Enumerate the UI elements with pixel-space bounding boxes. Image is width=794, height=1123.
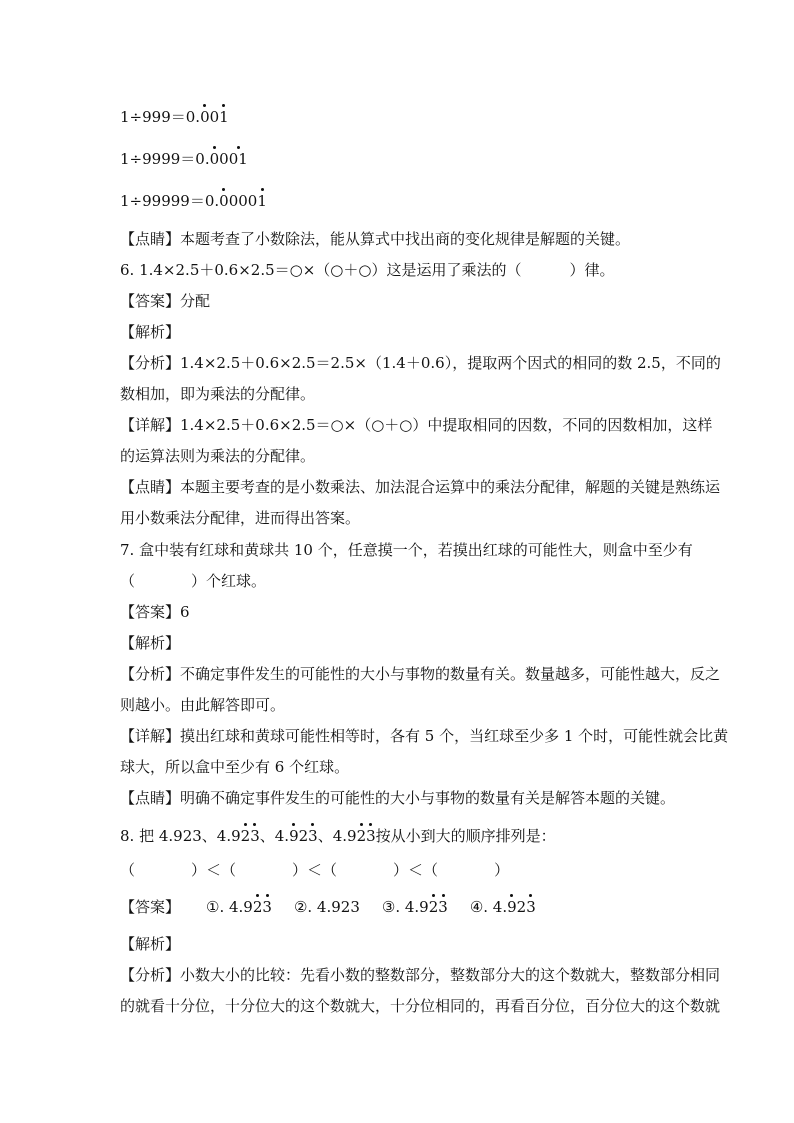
q6-jiexi: 【解析】 [120, 323, 181, 341]
repeating-digit: 2 [428, 898, 439, 916]
blank-paren: ）＜（ [393, 861, 439, 879]
question-text: 按从小到大的顺序排列是： [375, 827, 556, 845]
repeating-digit: 3 [308, 827, 318, 845]
answer-item: ④. 4. [469, 898, 508, 916]
q7-fenxi-1: 【分析】不确定事件发生的可能性的大小与事物的数量有关。数量越多，可能性越大，反之 [120, 665, 721, 683]
question-text: 6. 1.4×2.5＋0.6×2.5＝○×（○＋○）这是运用了乘法的（ [120, 261, 522, 279]
repeating-digit: 0 [209, 150, 220, 168]
q8-question [120, 826, 556, 846]
question-text: 、4.9 [317, 827, 357, 845]
q8-answer [120, 897, 536, 917]
repeating-digit: 3 [526, 898, 536, 916]
q7-xiangjie-2: 球大，所以盒中至少有 6 个红球。 [120, 758, 350, 776]
q8-jiexi: 【解析】 [120, 935, 181, 953]
repeating-digit: 0 [219, 192, 229, 210]
repeating-digit: 2 [356, 827, 367, 845]
formula-line-2 [120, 149, 248, 169]
question-text: 8. 把 4.923、4.9 [120, 827, 241, 845]
answer-item: 2 [516, 898, 527, 916]
repeating-digit: 9 [507, 898, 517, 916]
answer-item: ③. 4.9 [381, 898, 429, 916]
repeating-digit: 3 [366, 827, 376, 845]
blank-paren: ）＜（ [191, 861, 237, 879]
q7-fenxi-2: 则越小。由此解答即可。 [120, 696, 286, 714]
q7-answer: 【答案】6 [120, 603, 190, 621]
repeating-digit: 1 [219, 108, 229, 126]
q6-question [120, 260, 615, 280]
formula-text: 1÷999＝0. [120, 108, 201, 126]
formula-text: 1÷9999＝0. [120, 150, 210, 168]
blank-paren: ）＜（ [292, 861, 338, 879]
formula-text: 0 [219, 150, 229, 168]
q6-xiangjie-2: 的运算法则为乘法的分配律。 [120, 447, 316, 465]
q6-fenxi-2: 数相加，即为乘法的分配律。 [120, 385, 316, 403]
q7-jiexi: 【解析】 [120, 634, 181, 652]
repeating-digit: 01 [228, 150, 248, 168]
blank-paren: （ [120, 861, 136, 879]
q7-question-2 [120, 571, 266, 591]
q7-xiangjie-1: 【详解】摸出红球和黄球可能性相等时，各有 5 个，当红球至少多 1 个时，可能性就会比黄 [120, 727, 729, 745]
repeating-digit: 9 [289, 827, 299, 845]
question-text: 2 [298, 827, 309, 845]
repeating-digit: 2 [240, 827, 251, 845]
q8-fenxi-1: 【分析】小数大小的比较：先看小数的整数部分，整数部分大的这个数就大，整数部分相同 [120, 966, 721, 984]
repeating-digit: 3 [438, 898, 448, 916]
q6-answer: 【答案】分配 [120, 292, 211, 310]
q6-dianjing-1: 【点睛】本题主要考查的是小数乘法、加法混合运算中的乘法分配律，解题的关键是熟练运 [120, 478, 721, 496]
question-text: ）个红球。 [191, 572, 267, 590]
repeating-digit: 1 [257, 192, 267, 210]
answer-label: 【答案】 [120, 898, 181, 916]
q7-dianjing: 【点睛】明确不确定事件发生的可能性的大小与事物的数量有关是解答本题的关键。 [120, 789, 676, 807]
question-text: 、4. [259, 827, 290, 845]
repeating-digit: 2 [252, 898, 263, 916]
repeating-digit: 0 [200, 108, 210, 126]
formula-text: 0 [209, 108, 220, 126]
q6-dianjing-2: 用小数乘法分配律，进而得出答案。 [120, 509, 361, 527]
q7-question-1: 7. 盒中装有红球和黄球共 10 个，任意摸一个，若摸出红球的可能性大，则盒中至少有 [120, 541, 693, 559]
formula-line-3 [120, 191, 267, 211]
formula-text: 000 [228, 192, 258, 210]
formula-line-1 [120, 107, 229, 127]
q5-dianjing: 【点睛】本题考查了小数除法，能从算式中找出商的变化规律是解题的关键。 [120, 230, 631, 248]
answer-item: ②. 4.923 [293, 898, 360, 916]
answer-item: ①. 4.9 [206, 898, 253, 916]
question-text: （ [120, 572, 136, 590]
q8-fenxi-2: 的就看十分位，十分位大的这个数就大，十分位相同的，再看百分位，百分位大的这个数就 [120, 997, 721, 1015]
blank-paren: ） [494, 861, 510, 879]
repeating-digit: 3 [262, 898, 272, 916]
repeating-digit: 3 [250, 827, 260, 845]
formula-text: 1÷99999＝0. [120, 192, 220, 210]
q6-xiangjie-1: 【详解】1.4×2.5＋0.6×2.5＝○×（○＋○）中提取相同的因数，不同的因数相加，这样 [120, 416, 713, 434]
question-text: ）律。 [569, 261, 615, 279]
q8-blanks [120, 860, 509, 880]
q6-fenxi-1: 【分析】1.4×2.5＋0.6×2.5＝2.5×（1.4＋0.6），提取两个因式的相同的数 2.5，不同的 [120, 354, 721, 372]
